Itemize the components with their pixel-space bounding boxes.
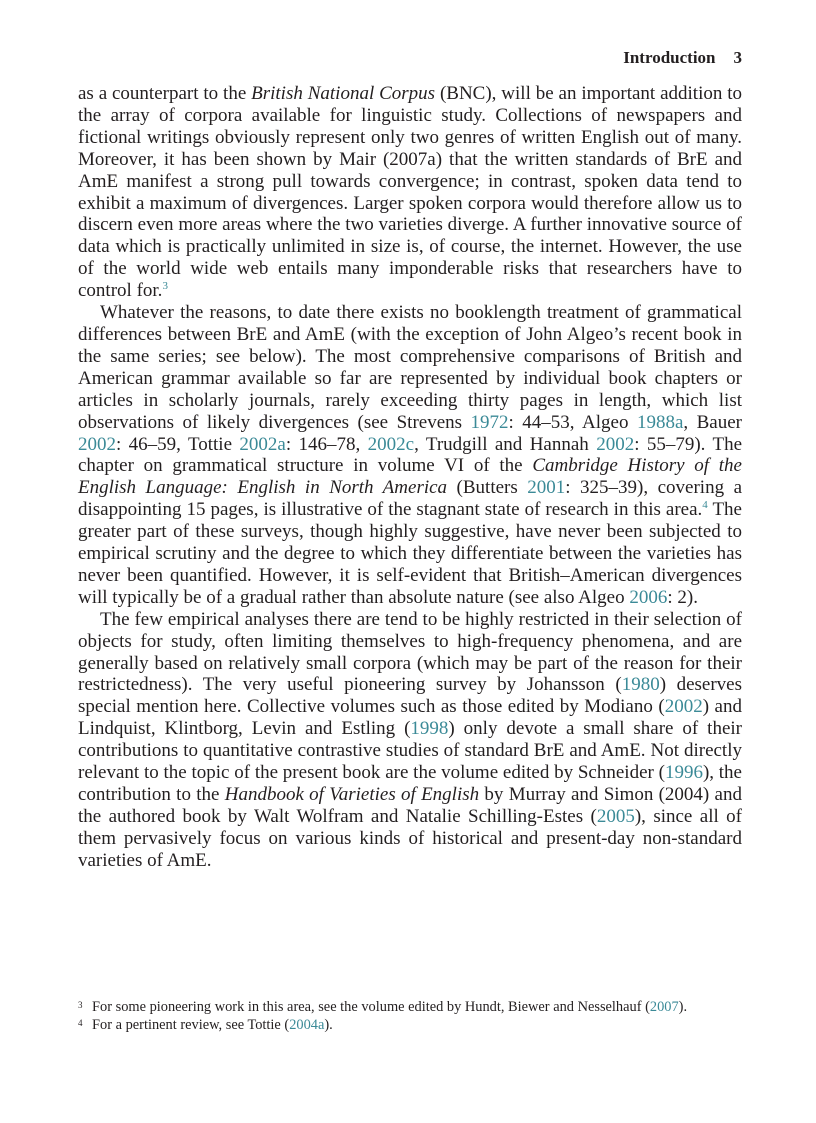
citation-link[interactable]: 1996 [664, 762, 703, 784]
citation-link[interactable]: 1972 [470, 411, 509, 433]
page-number: 3 [733, 48, 742, 67]
citation-link[interactable]: 2007 [649, 999, 679, 1015]
citation-link[interactable]: 2002c [367, 433, 415, 455]
footnote-3: 3 For some pioneering work in this area, see the volume edited by Hundt, Biewer and Nesselhauf (2007). [78, 999, 688, 1015]
footnote-ref-3[interactable]: 3 [162, 280, 168, 293]
citation-link[interactable]: 2001 [527, 477, 566, 499]
citation-link[interactable]: 2004a [289, 1017, 325, 1033]
footnote-mark: 3 [78, 1000, 83, 1010]
footnote-mark: 4 [78, 1018, 83, 1028]
footnotes [78, 998, 742, 1034]
citation-link[interactable]: 2006 [629, 586, 668, 608]
book-title: Handbook of Varieties of English [224, 784, 480, 805]
citation-link[interactable]: 2005 [596, 805, 635, 827]
chapter-title: Introduction [623, 48, 716, 67]
running-head [78, 47, 742, 69]
paragraph-1: as a counterpart to the British National Corpus (BNC), will be an important addition to the array of corpora available for linguistic study. Collections of newspapers and fictional writings obviously represent only two genres of written English out of many. Moreover, it has been shown by Mair (2007a) that the written standards of BrE and AmE manifest a strong pull towards convergence; in contrast, spoken data tend to exhibit a maximum of divergences. Larger spoken corpora would therefore allow us to discern even more areas where the two varieties diverge. A further innovative source of data which is practically unlimited in size is, of course, the internet. However, the use of the world wide web entails many imponderable risks that researchers have to control for.$^3$ [78, 83, 742, 302]
footnote-ref-4[interactable]: 4 [702, 499, 708, 512]
book-title: British National Corpus [251, 83, 436, 104]
book-title: Cambridge History of the English Language: English in North America [78, 455, 742, 499]
citation-link[interactable]: 2002a [239, 433, 286, 455]
citation-link[interactable]: 2002 [78, 433, 116, 455]
citation-link[interactable]: 1988a [636, 411, 684, 433]
paragraph-3: The few empirical analyses there are tend to be highly restricted in their selection of objects for study, often limiting themselves to high-frequency phenomena, and are generally based on relatively small corpora (which may be part of the reason for their restrictedness). The very useful pioneering survey by Johansson (1980) deserves special mention here. Collective volumes such as those edited by Modiano (2002) and Lindquist, Klintborg, Levin and Estling (1998) only devote a small share of their contributions to quantitative contrastive studies of standard BrE and AmE. Not directly relevant to the topic of the present book are the volume edited by Schneider (1996), the contribution to the Handbook of Varieties of English by Murray and Simon (2004) and the authored book by Walt Wolfram and Natalie Schilling-Estes (2005), since all of them pervasively focus on various kinds of historical and present-day non-standard varieties of AmE. [78, 608, 742, 871]
citation-link[interactable]: 2002 [664, 696, 703, 718]
citation-link[interactable]: 1980 [621, 674, 660, 696]
footnote-4: 4 For a pertinent review, see Tottie (2004a). [78, 1017, 333, 1033]
paragraph-2: Whatever the reasons, to date there exists no booklength treatment of grammatical differences between BrE and AmE (with the exception of John Algeo’s recent book in the same series; see below). The most comprehensive comparisons of British and American grammar available so far are represented by individual book chapters or articles in scholarly journals, rarely exceeding thirty pages in length, which list observations of likely divergences (see Strevens 1972: 44–53, Algeo 1988a, Bauer 2002: 46–59, Tottie 2002a: 146–78, 2002c, Trudgill and Hannah 2002: 55–79). The chapter on grammatical structure in volume VI of the Cambridge History of the English Language: English in North America (Butters 2001: 325–39), covering a disappointing 15 pages, is illustrative of the stagnant state of research in this area.$^4$ The greater part of these surveys, though highly suggestive, have never been subjected to empirical scrutiny and the degree to which they differentiate between the varieties has never been quantified. However, it is self-evident that British–American divergences will typically be of a gradual rather than absolute nature (see also Algeo 2006: 2). [78, 302, 743, 608]
citation-link[interactable]: 2002 [596, 433, 635, 455]
body-text [78, 83, 742, 872]
citation-link[interactable]: 1998 [410, 718, 449, 740]
